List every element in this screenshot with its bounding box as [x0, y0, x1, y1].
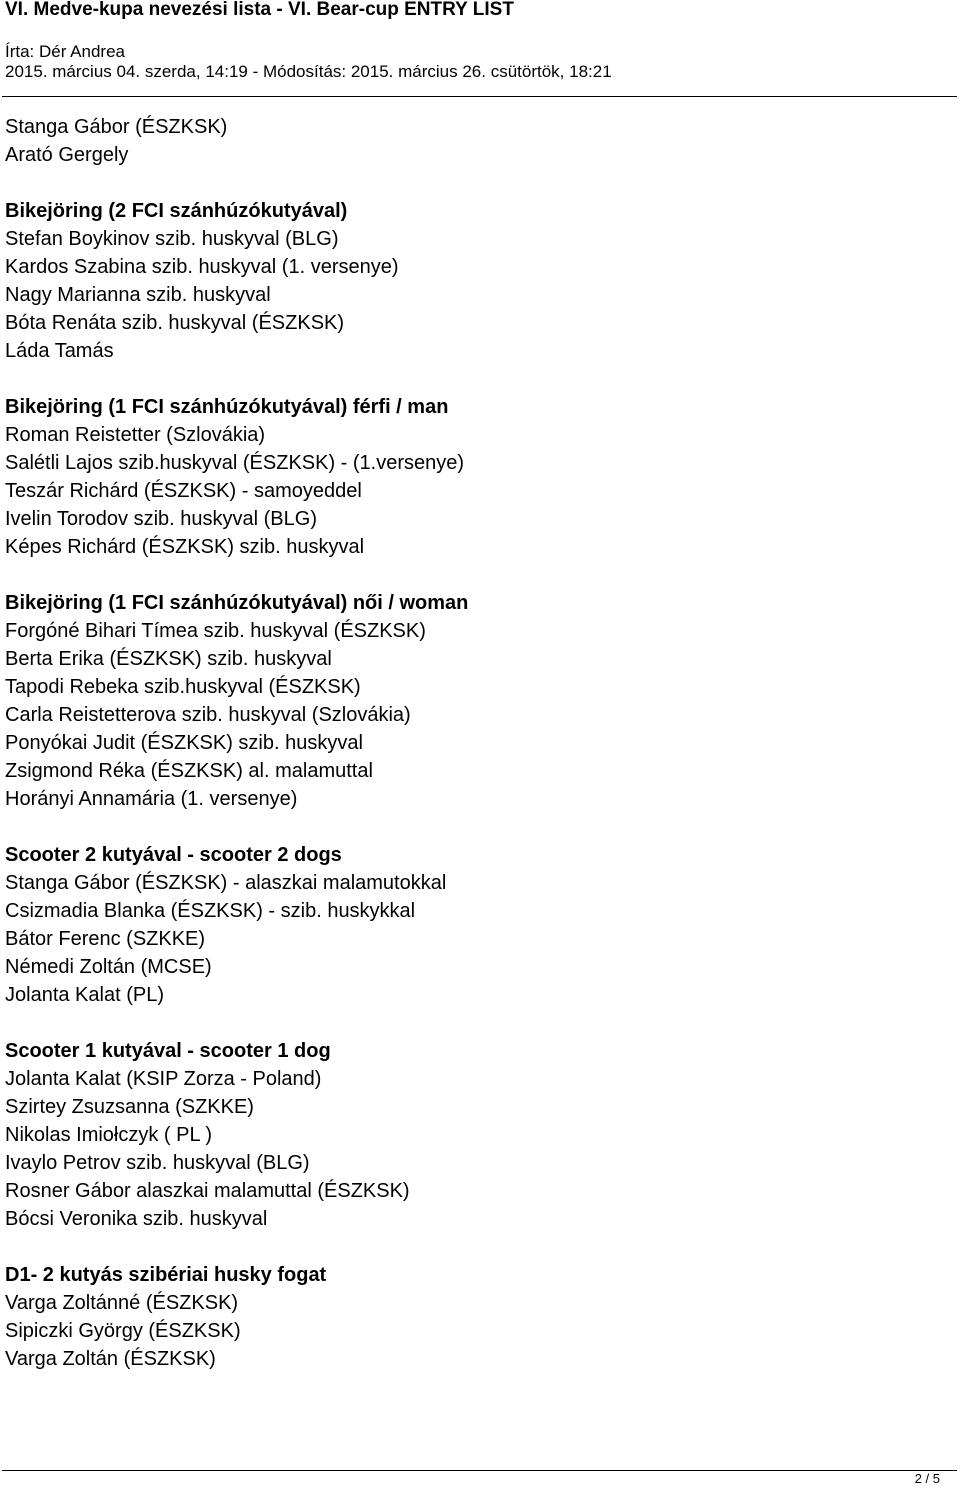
entry-line: Ivaylo Petrov szib. huskyval (BLG) — [5, 1152, 310, 1174]
author-line: Írta: Dér Andrea — [5, 42, 126, 61]
entry-line: Bócsi Veronika szib. huskyval — [5, 1208, 268, 1230]
entry-line: Rosner Gábor alaszkai malamuttal (ÉSZKSK) — [5, 1180, 410, 1202]
category-heading: Scooter 1 kutyával - scooter 1 dog — [5, 1040, 331, 1062]
page-title: VI. Medve-kupa nevezési lista - VI. Bear-cup ENTRY LIST — [5, 0, 514, 20]
entry-line: Stefan Boykinov szib. huskyval (BLG) — [5, 228, 339, 250]
entry-line: Zsigmond Réka (ÉSZKSK) al. malamuttal — [5, 760, 373, 782]
footer-divider — [2, 1470, 957, 1471]
category-heading: D1- 2 kutyás szibériai husky fogat — [5, 1264, 327, 1286]
page-number: 2 / 5 — [914, 1471, 940, 1486]
entry-group — [5, 113, 955, 169]
category-heading: Bikejöring (1 FCI szánhúzókutyával) női / woman — [5, 592, 469, 614]
entry-line: Jolanta Kalat (KSIP Zorza - Poland) — [5, 1068, 322, 1090]
entry-line: Varga Zoltán (ÉSZKSK) — [5, 1348, 216, 1370]
entry-line: Tapodi Rebeka szib.huskyval (ÉSZKSK) — [5, 676, 361, 698]
entry-line: Varga Zoltánné (ÉSZKSK) — [5, 1292, 239, 1314]
entry-line: Némedi Zoltán (MCSE) — [5, 956, 212, 978]
entry-line: Teszár Richárd (ÉSZKSK) - samoyeddel — [5, 480, 362, 502]
entry-line: Nagy Marianna szib. huskyval — [5, 284, 271, 306]
category-heading: Scooter 2 kutyával - scooter 2 dogs — [5, 844, 342, 866]
category-heading: Bikejöring (1 FCI szánhúzókutyával) férfi / man — [5, 396, 449, 418]
entry-line: Ponyókai Judit (ÉSZKSK) szib. huskyval — [5, 732, 363, 754]
entry-line: Nikolas Imiołczyk ( PL ) — [5, 1124, 213, 1146]
entry-line: Láda Tamás — [5, 340, 114, 362]
entry-group — [5, 197, 955, 365]
entry-line: Képes Richárd (ÉSZKSK) szib. huskyval — [5, 536, 365, 558]
entry-group — [5, 1261, 955, 1373]
date-line: 2015. március 04. szerda, 14:19 - Módosítás: 2015. március 26. csütörtök, 18:21 — [5, 62, 612, 81]
entry-line: Forgóné Bihari Tímea szib. huskyval (ÉSZKSK) — [5, 620, 426, 642]
entry-line: Carla Reistetterova szib. huskyval (Szlovákia) — [5, 704, 411, 726]
category-heading: Bikejöring (2 FCI szánhúzókutyával) — [5, 200, 348, 222]
entry-line: Roman Reistetter (Szlovákia) — [5, 424, 266, 446]
entry-line: Kardos Szabina szib. huskyval (1. versenye) — [5, 256, 399, 278]
entry-line: Szirtey Zsuzsanna (SZKKE) — [5, 1096, 254, 1118]
entry-line: Arató Gergely — [5, 144, 129, 166]
entry-line: Horányi Annamária (1. versenye) — [5, 788, 298, 810]
entry-line: Bóta Renáta szib. huskyval (ÉSZKSK) — [5, 312, 345, 334]
entry-line: Ivelin Torodov szib. huskyval (BLG) — [5, 508, 317, 530]
document-header — [5, 0, 957, 82]
entry-list — [5, 113, 955, 1401]
header-divider — [2, 96, 957, 97]
entry-line: Bátor Ferenc (SZKKE) — [5, 928, 206, 950]
entry-group — [5, 589, 955, 813]
entry-line: Stanga Gábor (ÉSZKSK) - alaszkai malamutokkal — [5, 872, 447, 894]
entry-line: Salétli Lajos szib.huskyval (ÉSZKSK) - (1.versenye) — [5, 452, 465, 474]
entry-line: Stanga Gábor (ÉSZKSK) — [5, 116, 228, 138]
entry-line: Berta Erika (ÉSZKSK) szib. huskyval — [5, 648, 332, 670]
entry-group — [5, 393, 955, 561]
entry-line: Jolanta Kalat (PL) — [5, 984, 164, 1006]
entry-group — [5, 1037, 955, 1233]
entry-line: Sipiczki György (ÉSZKSK) — [5, 1320, 241, 1342]
entry-group — [5, 841, 955, 1009]
entry-line: Csizmadia Blanka (ÉSZKSK) - szib. huskykkal — [5, 900, 416, 922]
